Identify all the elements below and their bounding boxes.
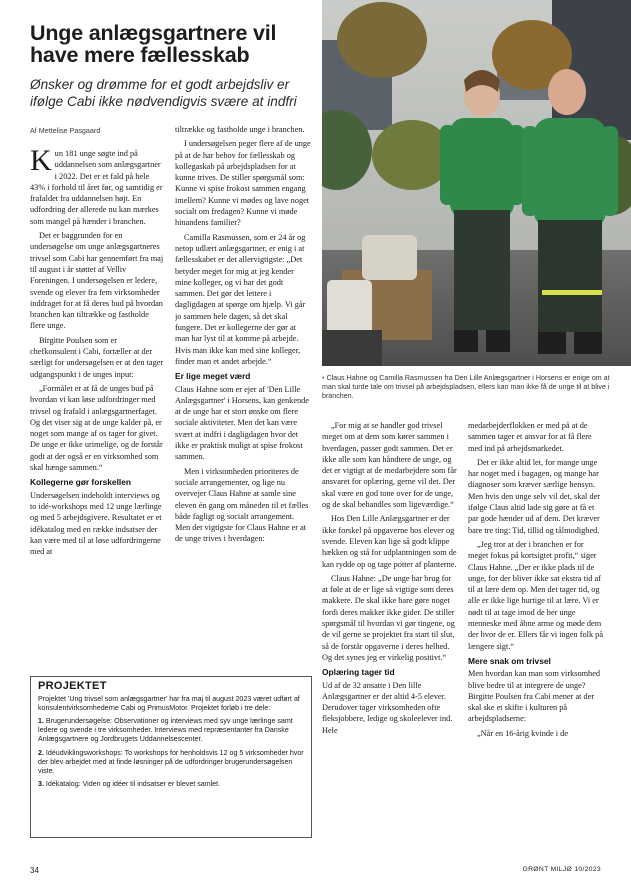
factbox-heading: PROJEKTET (38, 680, 107, 692)
factbox-item: 1. Brugerundersøgelse: Observationer og interviews med syv unge lærlinge samt ledere og svende i tre virksomheder. Interviews med repræsentanter fra Danske Anlægsgartnere og Jordbrugets Uddannelsescenter. (38, 717, 293, 744)
text-column-4 (468, 420, 605, 865)
paragraph: Det er baggrunden for en undersøgelse om unge anlægsgartneres trivsel som Cabi har gennemført fra maj til august i år støttet af Velliv Foreningen. I undersøgelsen er ledere, svende og elever fra fem virksomheder inddraget for at få deres bud på hvordan branchen kan tiltrække og fastholde flere unge. (30, 231, 164, 331)
article-title: Unge anlægsgartnere vil have mere fællesskab (30, 21, 277, 67)
quote-paragraph: „Jeg tror at der i branchen er for meget fokus på kortsigtet profit,“ siger Claus Hahne. „Der er ikke plads til de unge, for der bliver ikke sat ekstra tid af til at lære dem op. Men det tager tid, og alle er ikke lige hurtige til at lære. Vi er nødt til at tage imod de her unge menneske med åbne arme og møde dem der hvor de er. Ellers får vi ingen folk på længere sigt.“ (468, 539, 604, 651)
paragraph: Claus Hahne: „De unge har brug for at føle at de er lige så vigtige som deres makkere. De skal ikke bare gøre noget fordi deres makker ikke gider. De stiller spørgsmål til hvordan vi gør tingene, og de vil gerne se projektet fra start til slut, så de forstår opgaverne i deres helhed. Og det synes jeg er virkelig positivt.“ (322, 573, 455, 662)
factbox-item: 3. Idékatalog: Viden og idéer til indsatser er blevet samlet. (38, 779, 221, 788)
byline: Af Mettelise Pasgaard (30, 126, 101, 135)
paragraph: Undersøgelsen indeholdt interviews og to idé-workshops med 12 unge lærlinge og med 5 arbejdsgivere. Resultatet er et idékatalog med en række indsatser der kan være med til at løse udfordringerne med at (30, 490, 162, 557)
paragraph: Camilla Rasmussen, som er 24 år og netop udlært anlægsgartner, er enig i at fællesskabet er det allervigtigste: „Det betyder meget for mig at jeg kender mine kolleger, og vi har det godt sammen. Det gør det lettere i dagligdagen at spørge om hjælp. Vi går jo sammen hele dagen, så det skal fungere. Det er kollegerne der gør at man har lyst til at komme på arbejde. Hvis man ikke kan med sine kolleger, finder man et andet arbejde.“ (175, 232, 306, 366)
text-column-3 (322, 420, 459, 865)
paragraph: Claus Hahne som er ejer af 'Den Lille Anlægsgartner' i Horsens, kan genkende at de unge har et stort ønske om flere sociale aktiviteter. Men det kan være svært at indfri i dagligdagen hvor det ikke er praktisk muligt at spise frokost sammen. (175, 384, 309, 462)
project-factbox (30, 676, 312, 838)
section-heading: Er lige meget værd (175, 371, 251, 382)
paragraph: Birgitte Poulsen som er chefkonsulent i Cabi, fortæller at der særligt for undersøgelsen er at den tager udgangspunkt i de unges input: (30, 335, 164, 379)
section-heading: Kollegerne gør forskellen (30, 477, 131, 488)
page-number: 34 (30, 866, 39, 875)
paragraph: Men hvordan kan man som virksomhed blive bedre til at integrere de unge? Birgitte Poulsen fra Cabi mener at der skal ske et skifte i kulturen på arbejdspladserne: (468, 669, 601, 724)
factbox-item: 2. Idéudviklingsworkshops: To workshops for henholdsvis 12 og 5 virksomheder hvor der blev arbejdet med at finde løsninger på de udfordringer brugerundersøgelsen viste. (38, 748, 304, 775)
article-subtitle: Ønsker og drømme for et godt arbejdsliv er ifølge Cabi ikke nødvendigvis svære at indfri (30, 77, 297, 109)
text-column-2 (175, 124, 311, 669)
paragraph: Hos Den Lille Anlægsgartner er der ikke forskel på opgaverne hos elever og svende. Eleven kan lige så godt klippe hækken og stå for udplantningen som de kan rydde op og tage potter af planterne. (322, 514, 457, 569)
paragraph: Men i virksomheden prioriteres de sociale arrangementer, og lige nu overvejer Claus Hahne at samle sine eleven én gang om måneden til et fælles både fagligt og socialt arrangement. Men det vigtigste for Claus Hahne er at de unge trives i hverdagen: (175, 466, 309, 544)
paragraph: I undersøgelsen peger flere af de unge på at de har behov for fællesskab og kollegaskab på arbejdspladsen for at kunne trives. De stiller spørgsmål som: Kunne vi spise frokost sammen engang imellem? Kunne vi mødes og lave noget socialt om fredagen? Kunne vi møde hinandens familier? (175, 139, 311, 228)
section-heading: Mere snak om trivsel (468, 655, 551, 666)
drop-cap: K (30, 148, 52, 177)
text-column-1 (30, 148, 164, 668)
photo-caption: • Claus Hahne og Camilla Rasmussen fra Den Lille Anlægsgartner i Horsens er enige om at man skal turde tale om trivsel på arbejdspladsen, ellers kan man ikke få de unge til at blive i branchen. (322, 374, 610, 401)
quote-paragraph: „Formålet er at få de unges bud på hvordan vi kan løse udfordringer med trivsel og frafald i anlægsgartnerfaget. Og det viser sig at de unge kalder på, er noget som mange af os tager for givet. De unge er ikke urimelige, og de forstår godt at der også er en virksomhed som skal hænge sammen.“ (30, 383, 163, 473)
paragraph: Ud af de 32 ansatte i Den lille Anlægsgartner er der altid 4-5 elever. Derudover tager virksomheden ofte fleksjobbere, ledige og skoleelever ind. Hele (322, 680, 453, 735)
paragraph: tiltrække og fastholde unge i branchen. (175, 125, 305, 134)
publication-name: GRØNT MILJØ 10/2023 (522, 866, 601, 873)
paragraph: „Når en 16-årig kvinde i de (477, 728, 568, 738)
lead-paragraph: Kun 181 unge søgte ind på uddannelsen som anlægsgartner i 2022. Det er et fald på hele 43% i forhold til året før, og samtidig er frafaldet fra uddannelsen højt. En udfordring der allerede nu kan mærkes som mangel på hænder i branchen. (30, 148, 163, 226)
bullet-icon: • (322, 374, 325, 382)
section-heading: Oplæring tager tid (322, 667, 395, 678)
paragraph: Det er ikke altid let, for mange unge har noget med i bagagen, og mange har diagnoser som kræver særlige hensyn. Men hvis den unge selv vil det, skal der ifølge Claus altid lade sig gøre at få et par gode hænder ud af dem. Det kræver bare tre ting: Tid, tillid og tålmodighed. (468, 457, 601, 535)
photo-illustration (322, 0, 631, 366)
article-photo (322, 0, 631, 366)
quote-paragraph: „For mig at se handler god trivsel meget om at dem som kører sammen i hverdagen, passer godt sammen. Det er ikke alle som kan håndtere de unge, og det er vigtigt at de medarbejdere som får ansvaret for oplæring, gerne vil det. Der skal være en god tone over for de unge, og de skal behandles som ligeværdige.“ (322, 421, 457, 510)
paragraph: medarbejderflokken er med på at de sammen tager et ansvar for at få flere med ind på arbejdsmarkedet. (468, 421, 592, 453)
factbox-intro: Projektet 'Ung trivsel som anlægsgartner' har fra maj til august 2023 været udført af konsulentvirksomhederne Cabi og PrimusMotor. Projektet forløb i tre dele: (38, 695, 300, 713)
